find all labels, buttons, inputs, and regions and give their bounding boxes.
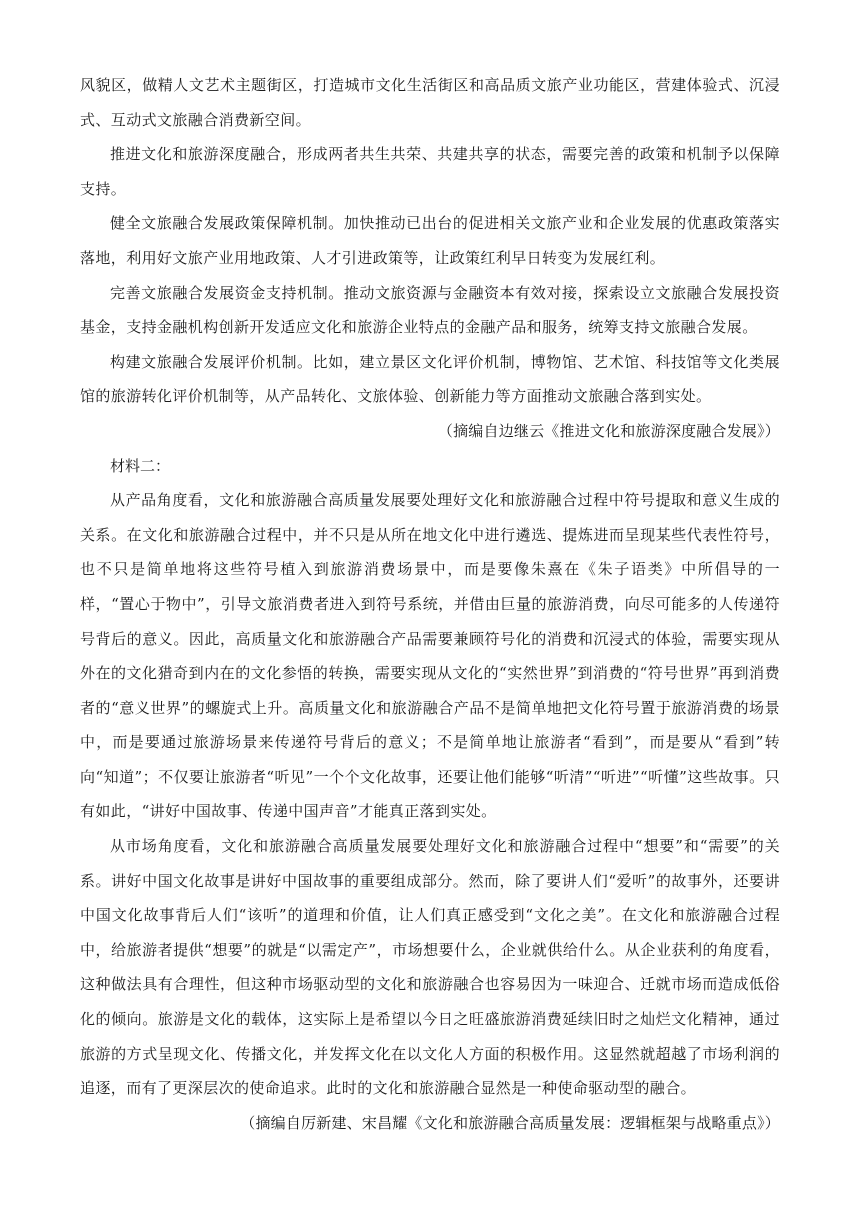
source-citation-1: （摘编自边继云《推进文化和旅游深度融合发展》） xyxy=(437,421,780,440)
paragraph-continuation: 风貌区，做精人文艺术主题街区，打造城市文化生活街区和高品质文旅产业功能区，营建体验式、沉浸式、互动式文旅融合消费新空间。 xyxy=(80,76,780,129)
paragraph-policy-guarantee: 健全文旅融合发展政策保障机制。加快推动已出台的促进相关文旅产业和企业发展的优惠政策落实落地，利用好文旅产业用地政策、人才引进政策等，让政策红利早日转变为发展红利。 xyxy=(80,214,780,267)
paragraph-market-perspective: 从市场角度看，文化和旅游融合高质量发展要处理好文化和旅游融合过程中“想要”和“需要”的关系。讲好中国文化故事是讲好中国故事的重要组成部分。然而，除了要讲人们“爱听”的故事外，还要讲中国文化故事背后人们“该听”的道理和价值，让人们真正感受到“文化之美”。在文化和旅游融合过程中，给旅游者提供“想要”的就是“以需定产”，市场想要什么，企业就供给什么。从企业获利的角度看，这种做法具有合理性，但这种市场驱动型的文化和旅游融合也容易因为一味迎合、迁就市场而造成低俗化的倾向。旅游是文化的载体，这实际上是希望以今日之旺盛旅游消费延续旧时之灿烂文化精神，通过旅游的方式呈现文化、传播文化，并发挥文化在以文化人方面的积极作用。这显然就超越了市场利润的追逐，而有了更深层次的使命追求。此时的文化和旅游融合显然是一种使命驱动型的融合。 xyxy=(80,837,780,1098)
paragraph-funding-support: 完善文旅融合发展资金支持机制。推动文旅资源与金融资本有效对接，探索设立文旅融合发展投资基金，支持金融机构创新开发适应文化和旅游企业特点的金融产品和服务，统筹支持文旅融合发展。 xyxy=(80,283,780,337)
paragraph-evaluation-mechanism: 构建文旅融合发展评价机制。比如，建立景区文化评价机制，博物馆、艺术馆、科技馆等文化类展馆的旅游转化评价机制等，从产品转化、文旅体验、创新能力等方面推动文旅融合落到实处。 xyxy=(80,352,780,406)
document-page xyxy=(80,68,780,1140)
material-two-label: 材料二： xyxy=(110,456,171,475)
source-citation-2: （摘编自厉新建、宋昌耀《文化和旅游融合高质量发展：逻辑框架与战略重点》） xyxy=(240,1113,780,1132)
paragraph-policy-intro: 推进文化和旅游深度融合，形成两者共生共荣、共建共享的状态，需要完善的政策和机制予以保障支持。 xyxy=(80,145,780,198)
paragraph-product-perspective: 从产品角度看，文化和旅游融合高质量发展要处理好文化和旅游融合过程中符号提取和意义生成的关系。在文化和旅游融合过程中，并不只是从所在地文化中进行遴选、提炼进而呈现某些代表性符号，也不只是简单地将这些符号植入到旅游消费场景中，而是要像朱熹在《朱子语类》中所倡导的一样，“置心于物中”，引导文旅消费者进入到符号系统，并借由巨量的旅游消费，向尽可能多的人传递符号背后的意义。因此，高质量文化和旅游融合产品需要兼顾符号化的消费和沉浸式的体验，需要实现从外在的文化猎奇到内在的文化参悟的转换，需要实现从文化的“实然世界”到消费的“符号世界”再到消费者的“意义世界”的螺旋式上升。高质量文化和旅游融合产品不是简单地把文化符号置于旅游消费的场景中，而是要通过旅游场景来传递符号背后的意义；不是简单地让旅游者“看到”，而是要从“看到”转向“知道”；不仅要让旅游者“听见”一个个文化故事，还要让他们能够“听清”“听进”“听懂”这些故事。只有如此，“讲好中国故事、传递中国声音”才能真正落到实处。 xyxy=(80,491,780,821)
